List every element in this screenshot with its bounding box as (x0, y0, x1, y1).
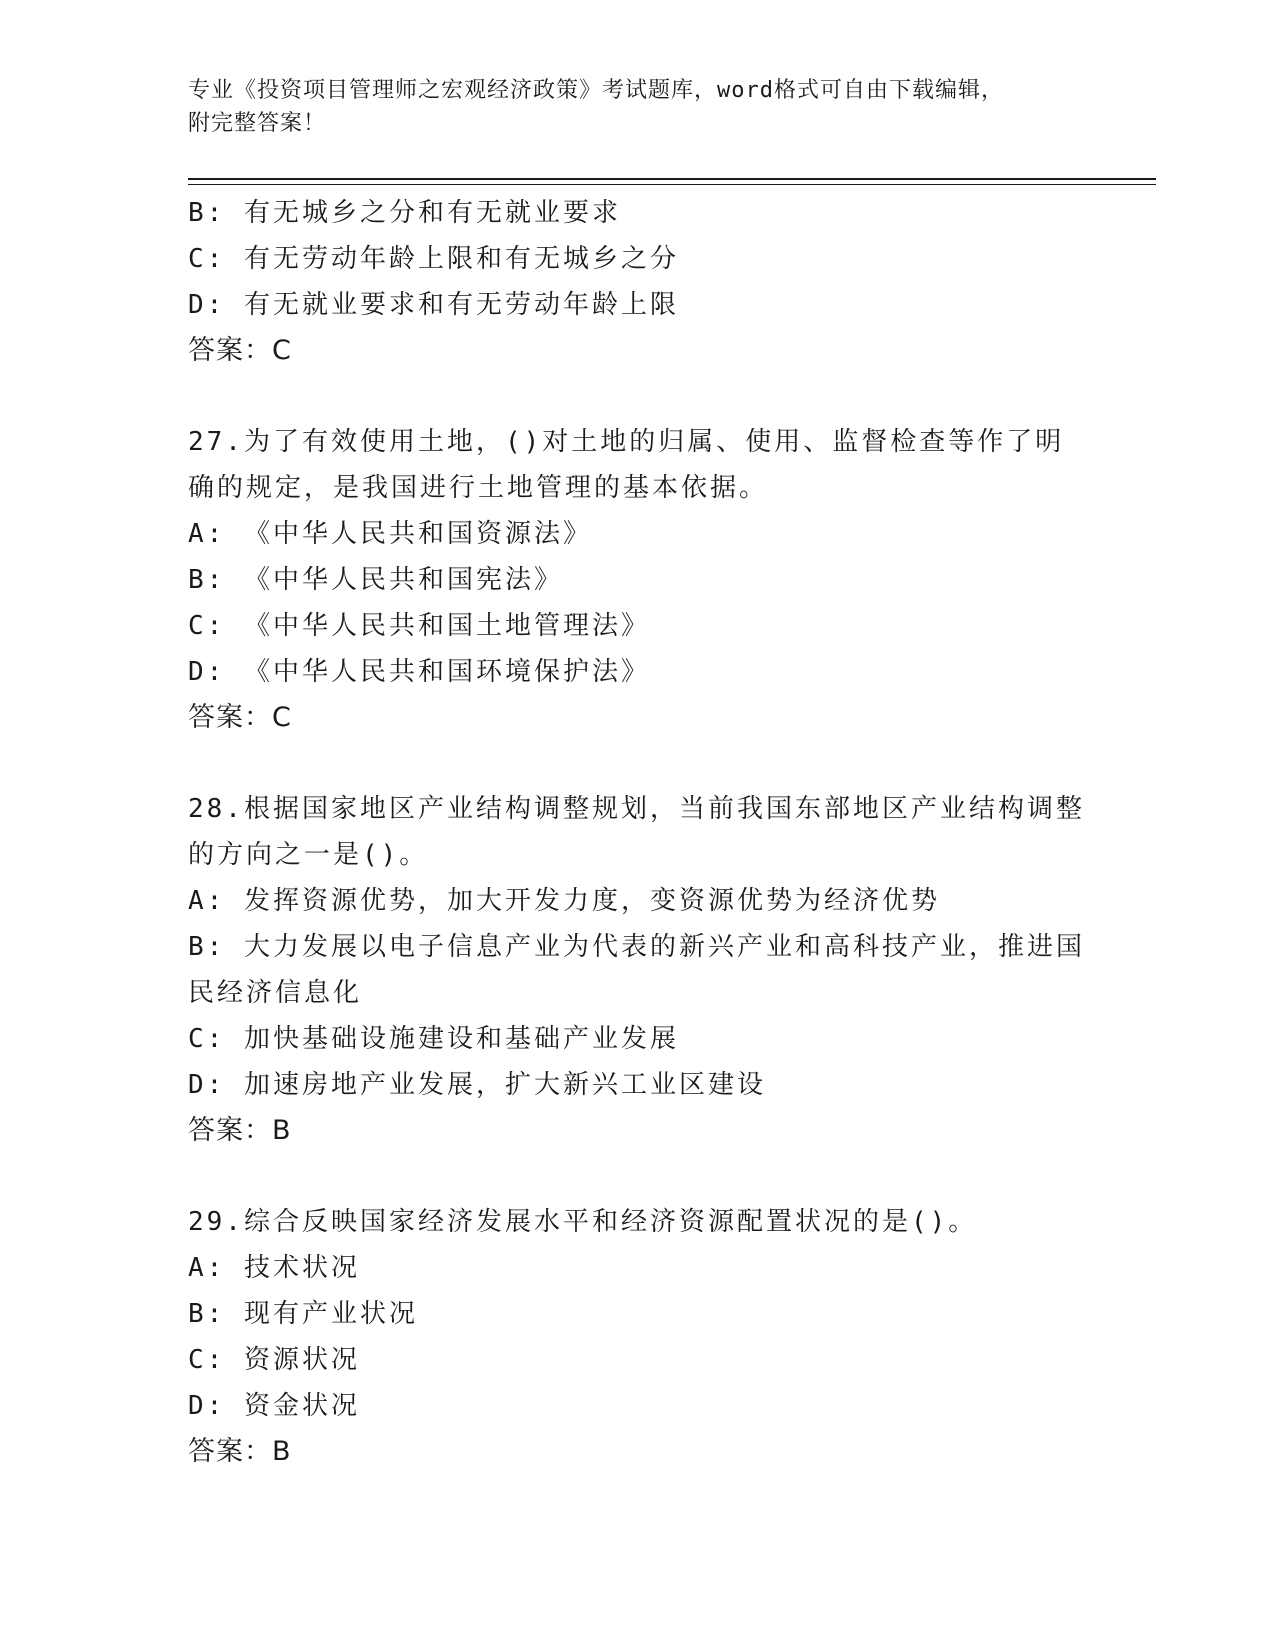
question-spacer (188, 374, 1088, 419)
document-header (188, 74, 1088, 140)
option-c: C: 加快基础设施建设和基础产业发展 (188, 1024, 679, 1054)
question-stem: 27.为了有效使用土地，()对土地的归属、使用、监督检查等作了明确的规定，是我国进行土地管理的基本依据。 (188, 427, 1065, 503)
option-d: D: 加速房地产业发展，扩大新兴工业区建设 (188, 1070, 766, 1100)
header-line-2: 附完整答案！ (188, 111, 327, 136)
option-a: A: 发挥资源优势，加大开发力度，变资源优势为经济优势 (188, 886, 940, 916)
answer: 答案：C (188, 335, 292, 366)
question-spacer (188, 741, 1088, 786)
option-c: C: 资源状况 (188, 1345, 360, 1375)
option-d: D: 有无就业要求和有无劳动年龄上限 (188, 290, 679, 320)
question-stem: 29.综合反映国家经济发展水平和经济资源配置状况的是()。 (188, 1207, 978, 1237)
header-divider-thin (188, 184, 1156, 185)
option-c: C: 有无劳动年龄上限和有无城乡之分 (188, 244, 679, 274)
header-divider-thick (188, 178, 1156, 180)
question-29 (188, 1199, 1088, 1475)
question-27 (188, 419, 1088, 741)
option-b: B: 《中华人民共和国宪法》 (188, 565, 563, 595)
option-a: A: 《中华人民共和国资源法》 (188, 519, 592, 549)
option-b: B: 有无城乡之分和有无就业要求 (188, 198, 621, 228)
question-26 (188, 190, 1088, 374)
answer: 答案：B (188, 1436, 292, 1467)
option-b: B: 大力发展以电子信息产业为代表的新兴产业和高科技产业，推进国民经济信息化 (188, 932, 1085, 1008)
question-list (188, 190, 1088, 1475)
option-c: C: 《中华人民共和国土地管理法》 (188, 611, 650, 641)
option-d: D: 《中华人民共和国环境保护法》 (188, 657, 650, 687)
question-28 (188, 786, 1088, 1154)
option-a: A: 技术状况 (188, 1253, 360, 1283)
option-d: D: 资金状况 (188, 1391, 360, 1421)
answer: 答案：B (188, 1115, 292, 1146)
question-stem: 28.根据国家地区产业结构调整规划，当前我国东部地区产业结构调整的方向之一是()。 (188, 794, 1085, 870)
question-spacer (188, 1154, 1088, 1199)
header-line-1: 专业《投资项目管理师之宏观经济政策》考试题库，word格式可自由下载编辑， (188, 78, 1004, 103)
option-b: B: 现有产业状况 (188, 1299, 418, 1329)
answer: 答案：C (188, 702, 292, 733)
